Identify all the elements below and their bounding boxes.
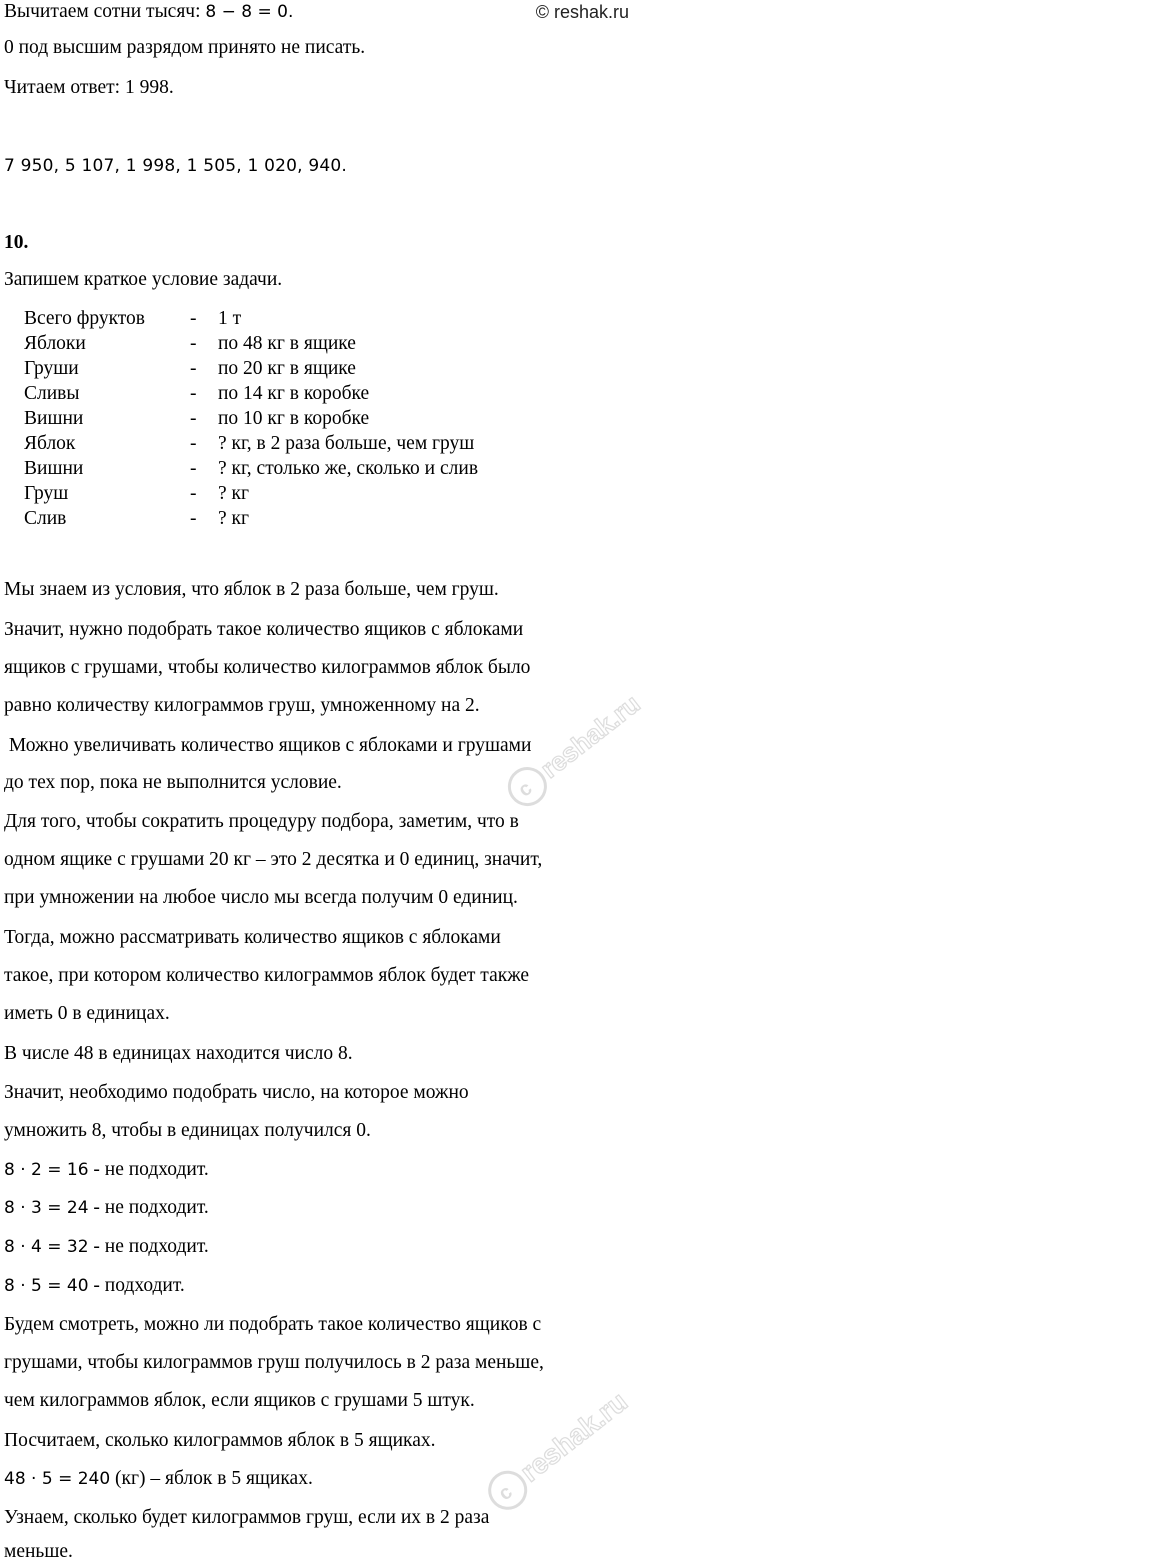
- condition-value: ? кг, в 2 раза больше, чем груш: [218, 433, 475, 454]
- intro-line-1-text: Вычитаем сотни тысяч:: [4, 1, 201, 22]
- calc-text: - не подходит.: [88, 1236, 209, 1257]
- condition-value: ? кг: [218, 483, 250, 504]
- calc-line: [4, 1158, 209, 1182]
- condition-label: Всего фруктов: [24, 308, 146, 329]
- intro-line-2: 0 под высшим разрядом принято не писать.: [4, 37, 366, 58]
- number-sequence: 7 950, 5 107, 1 998, 1 505, 1 020, 940.: [4, 156, 348, 176]
- paragraph-11-line-2: меньше.: [4, 1541, 73, 1562]
- paragraph-7-line-2: умножить 8, чтобы в единицах получился 0.: [4, 1120, 371, 1141]
- calc-math: 8 · 4 = 32: [4, 1237, 89, 1257]
- paragraph-1: Мы знаем из условия, что яблок в 2 раза больше, чем груш.: [4, 579, 499, 600]
- calc-math: 8 · 3 = 24: [4, 1198, 89, 1218]
- intro-line-1: [4, 0, 293, 24]
- paragraph-2-line-1: Значит, нужно подобрать такое количество ящиков с яблоками: [4, 619, 524, 640]
- paragraph-2-line-3: равно количеству килограммов груш, умноженному на 2.: [4, 695, 480, 716]
- paragraph-5-line-2: такое, при котором количество килограммов яблок будет также: [4, 965, 530, 986]
- condition-dash: -: [190, 483, 197, 504]
- paragraph-8-line-3: чем килограммов яблок, если ящиков с грушами 5 штук.: [4, 1390, 475, 1411]
- task-intro: Запишем краткое условие задачи.: [4, 269, 283, 290]
- condition-value: 1 т: [218, 308, 242, 329]
- condition-label: Вишни: [24, 408, 84, 429]
- condition-label: Яблоки: [24, 333, 86, 354]
- calc-math: 8 · 5 = 40: [4, 1276, 89, 1296]
- condition-label: Яблок: [24, 433, 76, 454]
- paragraph-3-line-2: до тех пор, пока не выполнится условие.: [4, 772, 342, 793]
- intro-line-1-math: 8 − 8 = 0.: [205, 2, 294, 22]
- paragraph-4-line-2: одном ящике с грушами 20 кг – это 2 десятка и 0 единиц, значит,: [4, 849, 543, 870]
- paragraph-3-line-1: Можно увеличивать количество ящиков с яблоками и грушами: [4, 735, 532, 756]
- condition-dash: -: [190, 458, 197, 479]
- calc-math: 48 · 5 = 240: [4, 1469, 111, 1489]
- condition-dash: -: [190, 433, 197, 454]
- paragraph-7-line-1: Значит, необходимо подобрать число, на которое можно: [4, 1082, 469, 1103]
- paragraph-4-line-3: при умножении на любое число мы всегда получим 0 единиц.: [4, 887, 518, 908]
- condition-label: Груши: [24, 358, 79, 379]
- condition-dash: -: [190, 308, 197, 329]
- paragraph-2-line-2: ящиков с грушами, чтобы количество килограммов яблок было: [4, 657, 531, 678]
- paragraph-11-line-1: Узнаем, сколько будет килограммов груш, если их в 2 раза: [4, 1507, 490, 1528]
- condition-dash: -: [190, 383, 197, 404]
- condition-label: Груш: [24, 483, 69, 504]
- watermark-text: reshak.ru: [534, 688, 646, 785]
- condition-value: ? кг, столько же, сколько и слив: [218, 458, 479, 479]
- watermark-header: © reshak.ru: [535, 2, 629, 22]
- condition-dash: -: [190, 358, 197, 379]
- paragraph-8-line-2: грушами, чтобы килограммов груш получилось в 2 раза меньше,: [4, 1352, 544, 1373]
- condition-value: по 14 кг в коробке: [218, 383, 370, 404]
- paragraph-10: [4, 1467, 313, 1491]
- calc-line: [4, 1274, 185, 1298]
- svg-text:c: c: [494, 1481, 517, 1506]
- intro-line-3: Читаем ответ: 1 998.: [4, 77, 174, 98]
- task-number: 10.: [4, 232, 29, 253]
- condition-dash: -: [190, 408, 197, 429]
- condition-dash: -: [190, 333, 197, 354]
- calc-math: 8 · 2 = 16: [4, 1160, 89, 1180]
- paragraph-5-line-3: иметь 0 в единицах.: [4, 1003, 170, 1024]
- paragraph-9: Посчитаем, сколько килограммов яблок в 5 ящиках.: [4, 1430, 436, 1451]
- calc-line: [4, 1235, 209, 1259]
- condition-label: Сливы: [24, 383, 80, 404]
- calc-text: - подходит.: [88, 1275, 185, 1296]
- paragraph-8-line-1: Будем смотреть, можно ли подобрать такое количество ящиков с: [4, 1314, 542, 1335]
- condition-value: по 10 кг в коробке: [218, 408, 370, 429]
- condition-value: по 48 кг в ящике: [218, 333, 356, 354]
- condition-value: по 20 кг в ящике: [218, 358, 356, 379]
- calc-line: [4, 1196, 209, 1220]
- condition-value: ? кг: [218, 508, 250, 529]
- condition-label: Вишни: [24, 458, 84, 479]
- calc-text: - не подходит.: [88, 1159, 209, 1180]
- condition-label: Слив: [24, 508, 67, 529]
- svg-text:c: c: [514, 777, 537, 802]
- condition-dash: -: [190, 508, 197, 529]
- paragraph-5-line-1: Тогда, можно рассматривать количество ящиков с яблоками: [4, 927, 501, 948]
- watermark-text: reshak.ru: [514, 1385, 633, 1488]
- calc-text: (кг) – яблок в 5 ящиках.: [110, 1468, 313, 1489]
- paragraph-6: В числе 48 в единицах находится число 8.: [4, 1043, 353, 1064]
- paragraph-4-line-1: Для того, чтобы сократить процедуру подбора, заметим, что в: [4, 811, 519, 832]
- calc-text: - не подходит.: [88, 1197, 209, 1218]
